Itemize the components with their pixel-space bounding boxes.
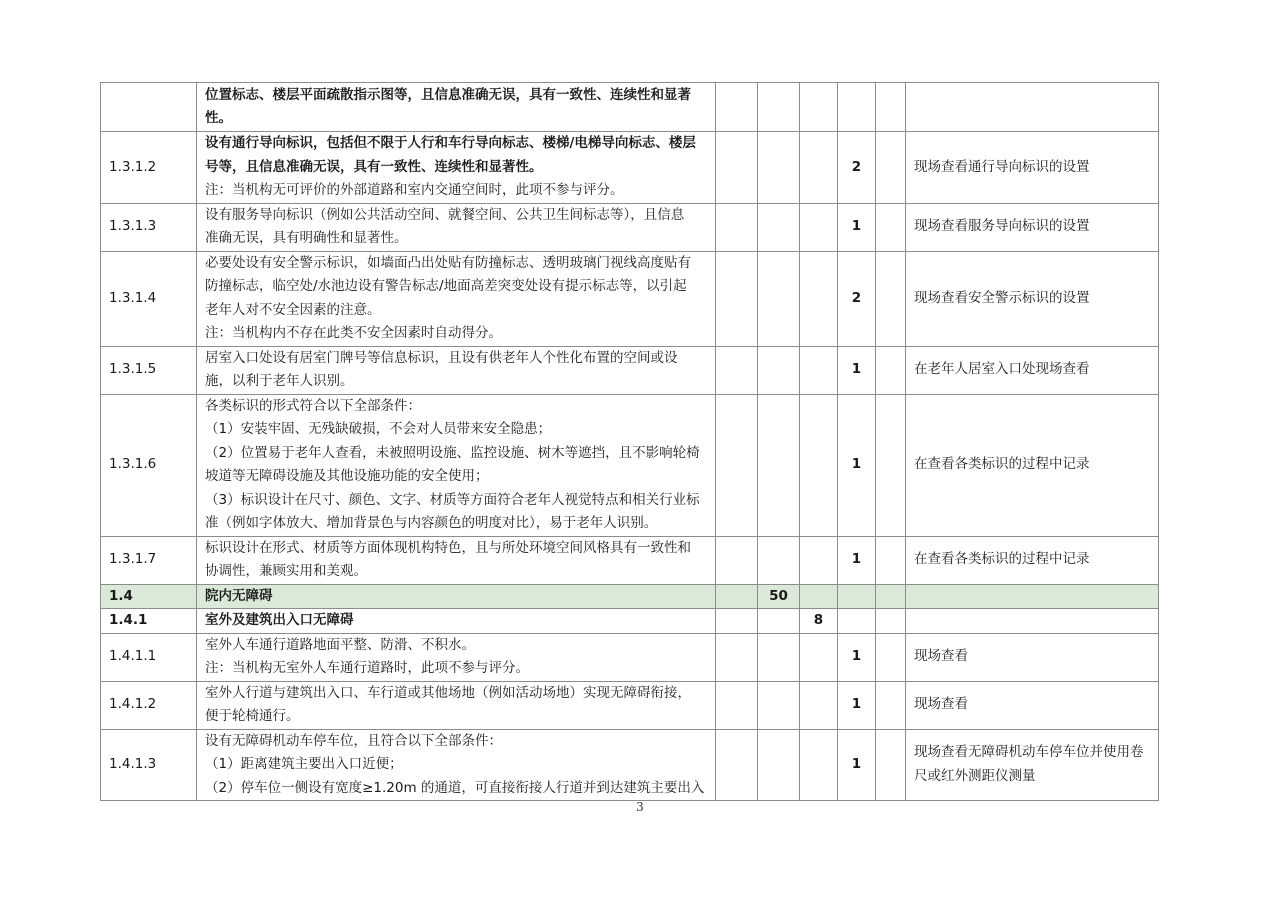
table-row [101,394,1159,536]
inspection-method: 现场查看 [906,633,1159,681]
score-cell-score-a [716,536,758,584]
item-description [197,394,716,536]
inspection-method: 现场查看服务导向标识的设置 [906,203,1159,251]
description-line: 室外人行道与建筑出入口、车行道或其他场地（例如活动场地）实现无障碍衔接， [205,684,691,701]
score-cell-score-e [876,83,906,132]
table-row [101,729,1159,801]
score-cell-score-a [716,346,758,394]
score-cell-score-a [716,609,758,634]
description-line: 位置标志、楼层平面疏散指示图等，且信息准确无误，具有一致性、连续性和显著 [205,86,691,103]
table-row [101,132,1159,204]
description-line: 院内无障碍 [205,587,273,604]
table-row [101,346,1159,394]
table-body [101,83,1159,801]
score-cell-score-a [716,633,758,681]
description-line: （2）位置易于老年人查看，未被照明设施、监控设施、树木等遮挡，且不影响轮椅 [205,444,700,461]
description-line: 协调性，兼顾实用和美观。 [205,563,367,579]
scoring-table [100,82,1159,801]
score-cell-score-e [876,729,906,801]
score-cell-score-b [758,132,800,204]
inspection-method: 现场查看通行导向标识的设置 [906,132,1159,204]
score-cell-score-d: 1 [838,681,876,729]
description-line: 坡道等无障碍设施及其他设施功能的安全使用； [205,468,489,484]
item-code: 1.4.1 [101,609,197,634]
score-cell-score-d [838,83,876,132]
item-description [197,584,716,609]
score-cell-score-b [758,203,800,251]
item-code: 1.3.1.4 [101,251,197,346]
inspection-method: 现场查看 [906,681,1159,729]
inspection-method [906,609,1159,634]
method-line: 尺或红外测距仪测量 [914,767,1036,784]
inspection-method: 在查看各类标识的过程中记录 [906,536,1159,584]
inspection-method: 在老年人居室入口处现场查看 [906,346,1159,394]
score-cell-score-e [876,609,906,634]
score-cell-score-e [876,251,906,346]
item-description [197,83,716,132]
item-code: 1.4.1.3 [101,729,197,801]
description-line: 设有服务导向标识（例如公共活动空间、就餐空间、公共卫生间标志等），且信息 [205,206,685,223]
item-code: 1.3.1.6 [101,394,197,536]
score-cell-score-c [800,83,838,132]
inspection-method: 现场查看安全警示标识的设置 [906,251,1159,346]
score-cell-score-b [758,729,800,801]
score-cell-score-b [758,251,800,346]
score-cell-score-d: 2 [838,251,876,346]
table-row [101,203,1159,251]
item-code: 1.4.1.1 [101,633,197,681]
score-cell-score-a [716,681,758,729]
item-code: 1.3.1.5 [101,346,197,394]
description-line: （3）标识设计在尺寸、颜色、文字、材质等方面符合老年人视觉特点和相关行业标 [205,491,700,508]
score-cell-score-e [876,536,906,584]
score-cell-score-a [716,203,758,251]
description-line: 室外人车通行道路地面平整、防滑、不积水。 [205,636,475,653]
score-cell-score-c [800,633,838,681]
score-cell-score-d: 1 [838,633,876,681]
item-code: 1.4.1.2 [101,681,197,729]
score-cell-score-d: 1 [838,729,876,801]
description-line: 准（例如字体放大、增加背景色与内容颜色的明度对比），易于老年人识别。 [205,515,658,531]
item-description [197,132,716,204]
item-code: 1.3.1.3 [101,203,197,251]
score-cell-score-e [876,633,906,681]
description-line: 性。 [205,110,232,126]
item-description [197,609,716,634]
score-cell-score-a [716,251,758,346]
score-cell-score-c [800,394,838,536]
item-description [197,633,716,681]
description-line: 各类标识的形式符合以下全部条件： [205,397,421,414]
table-row [101,584,1159,609]
score-cell-score-e [876,584,906,609]
item-description [197,346,716,394]
score-cell-score-d [838,609,876,634]
item-description [197,729,716,801]
description-line: 设有无障碍机动车停车位，且符合以下全部条件： [205,732,502,749]
score-cell-score-d: 2 [838,132,876,204]
score-cell-score-b [758,681,800,729]
score-cell-score-d: 1 [838,536,876,584]
description-line: 号等，且信息准确无误，具有一致性、连续性和显著性。 [205,158,543,175]
table-row [101,609,1159,634]
score-cell-score-b [758,536,800,584]
score-cell-score-b [758,346,800,394]
page-number: 3 [636,800,644,814]
item-description [197,203,716,251]
description-line: 防撞标志，临空处/水池边设有警告标志/地面高差突变处设有提示标志等，以引起 [205,278,687,294]
item-code [101,83,197,132]
score-cell-score-b [758,633,800,681]
item-description [197,536,716,584]
item-code: 1.3.1.2 [101,132,197,204]
score-cell-score-e [876,132,906,204]
score-cell-score-a [716,729,758,801]
table-row [101,536,1159,584]
description-line: 老年人对不安全因素的注意。 [205,301,381,318]
score-cell-score-c [800,346,838,394]
description-line: 便于轮椅通行。 [205,708,300,724]
score-cell-score-b [758,83,800,132]
score-cell-score-b [758,394,800,536]
score-cell-score-c [800,681,838,729]
score-cell-score-c [800,584,838,609]
item-code: 1.3.1.7 [101,536,197,584]
item-code: 1.4 [101,584,197,609]
score-cell-score-c [800,203,838,251]
score-cell-score-d: 1 [838,394,876,536]
description-line: 居室入口处设有居室门牌号等信息标识，且设有供老年人个性化布置的空间或设 [205,349,678,366]
inspection-method [906,729,1159,801]
table-row [101,633,1159,681]
score-cell-score-c [800,536,838,584]
description-line: （1）距离建筑主要出入口近便； [205,756,403,772]
description-line: （2）停车位一侧设有宽度≥1.20m 的通道，可直接衔接人行道并到达建筑主要出入 [205,779,705,796]
score-cell-score-e [876,346,906,394]
score-cell-score-d: 1 [838,346,876,394]
score-cell-score-e [876,394,906,536]
score-cell-score-a [716,394,758,536]
item-description [197,681,716,729]
table-row [101,681,1159,729]
inspection-method [906,584,1159,609]
description-line: 注：当机构无可评价的外部道路和室内交通空间时，此项不参与评分。 [205,182,624,198]
score-cell-score-b: 50 [758,584,800,609]
score-cell-score-b [758,609,800,634]
description-line: 施，以利于老年人识别。 [205,373,354,389]
score-cell-score-a [716,83,758,132]
description-line: 标识设计在形式、材质等方面体现机构特色，且与所处环境空间风格具有一致性和 [205,539,691,556]
description-line: 室外及建筑出入口无障碍 [205,612,354,628]
score-cell-score-e [876,681,906,729]
score-cell-score-c [800,132,838,204]
score-cell-score-c [800,729,838,801]
score-cell-score-d: 1 [838,203,876,251]
description-line: 注：当机构内不存在此类不安全因素时自动得分。 [205,325,502,341]
score-cell-score-c: 8 [800,609,838,634]
table-row [101,83,1159,132]
score-cell-score-d [838,584,876,609]
description-line: 准确无误，具有明确性和显著性。 [205,230,408,246]
table-row [101,251,1159,346]
description-line: 必要处设有安全警示标识，如墙面凸出处贴有防撞标志、透明玻璃门视线高度贴有 [205,254,691,271]
score-cell-score-c [800,251,838,346]
description-line: 注：当机构无室外人车通行道路时，此项不参与评分。 [205,660,529,676]
description-line: 设有通行导向标识，包括但不限于人行和车行导向标志、楼梯/电梯导向标志、楼层 [205,135,696,151]
score-cell-score-e [876,203,906,251]
method-line: 现场查看无障碍机动车停车位并使用卷 [914,744,1144,761]
inspection-method [906,83,1159,132]
description-line: （1）安装牢固、无残缺破损，不会对人员带来安全隐患； [205,421,552,437]
score-cell-score-a [716,132,758,204]
item-description [197,251,716,346]
score-cell-score-a [716,584,758,609]
inspection-method: 在查看各类标识的过程中记录 [906,394,1159,536]
